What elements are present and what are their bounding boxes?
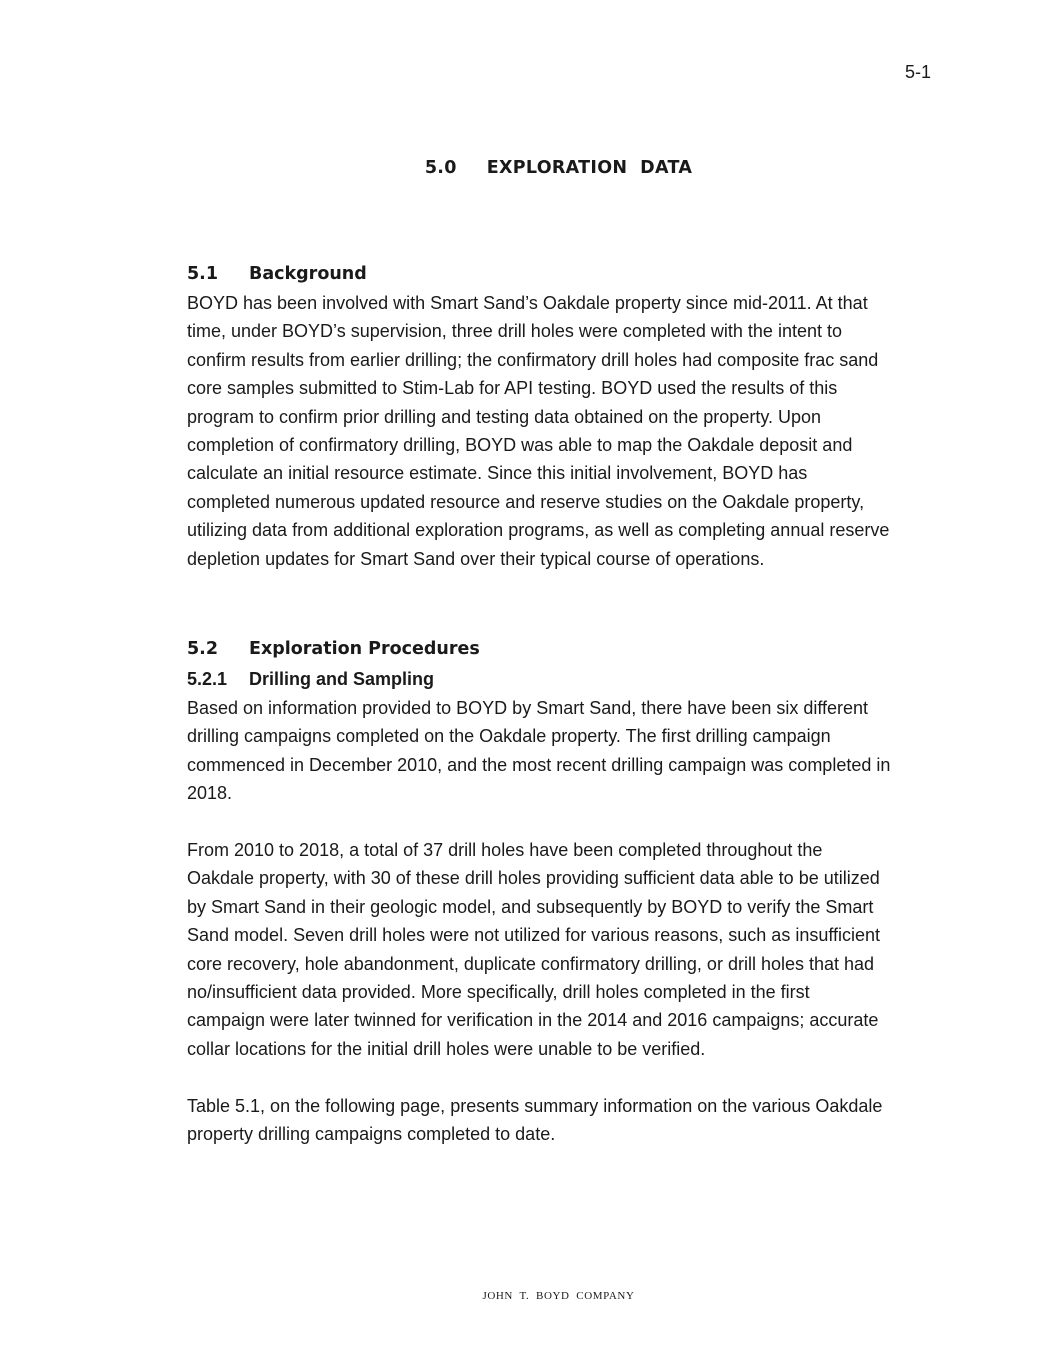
text-line: core samples submitted to Stim-Lab for API testing. BOYD used the results of this: [187, 378, 838, 399]
section-title: Background: [249, 264, 367, 284]
footer-company-name: JOHN T. BOYD COMPANY: [482, 1290, 635, 1302]
page-number: 5-1: [904, 62, 931, 82]
subsection-title: Drilling and Sampling: [249, 669, 435, 689]
text-line: time, under BOYD’s supervision, three drill holes were completed with the intent to: [187, 321, 842, 342]
text-line: Oakdale property, with 30 of these drill holes providing sufficient data able to be utilized: [187, 868, 880, 889]
text-line: drilling campaigns completed on the Oakdale property. The first drilling campaign: [187, 726, 831, 747]
text-line: From 2010 to 2018, a total of 37 drill holes have been completed throughout the: [187, 840, 823, 861]
section-background: [187, 259, 937, 573]
text-line: core recovery, hole abandonment, duplicate confirmatory drilling, or drill holes that had: [187, 953, 875, 974]
text-line: Based on information provided to BOYD by Smart Sand, there have been six different: [187, 698, 869, 718]
section-number: 5.2: [187, 639, 219, 659]
text-line: completion of confirmatory drilling, BOYD was able to map the Oakdale deposit and: [187, 435, 853, 456]
section-exploration-procedures: [187, 634, 937, 1148]
subsection-heading-drilling: [187, 664, 937, 694]
text-line: by Smart Sand in their geologic model, and subsequently by BOYD to verify the Smart: [187, 896, 874, 917]
text-line: program to confirm prior drilling and testing data obtained on the property. Upon: [187, 406, 822, 427]
text-line: 2018.: [187, 783, 233, 804]
text-line: campaign were later twinned for verification in the 2014 and 2016 campaigns; accurate: [187, 1010, 879, 1031]
chapter-title: [0, 158, 1055, 178]
text-line: utilizing data from additional exploration programs, as well as completing annual reserve: [187, 520, 890, 541]
text-line: Table 5.1, on the following page, presents summary information on the various Oakdale: [187, 1095, 883, 1116]
text-line: depletion updates for Smart Sand over their typical course of operations.: [187, 548, 765, 569]
text-line: calculate an initial resource estimate. Since this initial involvement, BOYD has: [187, 463, 808, 484]
paragraph-background: [187, 289, 937, 573]
paragraph-table-reference: [187, 1092, 937, 1149]
chapter-title-text: EXPLORATION DATA: [486, 158, 693, 178]
section-heading-background: [187, 259, 937, 289]
section-title: Exploration Procedures: [249, 639, 480, 659]
paragraph-drill-holes: [187, 836, 937, 1063]
section-number: 5.1: [187, 264, 219, 284]
text-line: commenced in December 2010, and the most recent drilling campaign was completed in: [187, 754, 891, 775]
subsection-number: 5.2.1: [187, 669, 228, 689]
paragraph-drilling-campaigns: [187, 694, 937, 808]
text-line: property drilling campaigns completed to date.: [187, 1124, 556, 1145]
text-line: confirm results from earlier drilling; the confirmatory drill holes had composite frac sand: [187, 349, 879, 370]
section-heading-exploration: [187, 634, 937, 664]
text-line: Sand model. Seven drill holes were not utilized for various reasons, such as insufficient: [187, 925, 881, 946]
text-line: no/insufficient data provided. More specifically, drill holes completed in the first: [187, 982, 810, 1003]
chapter-number: 5.0: [424, 158, 457, 178]
text-line: completed numerous updated resource and reserve studies on the Oakdale property,: [187, 491, 865, 512]
text-line: BOYD has been involved with Smart Sand’s Oakdale property since mid-2011. At that: [187, 293, 868, 313]
text-line: collar locations for the initial drill holes were unable to be verified.: [187, 1038, 706, 1059]
